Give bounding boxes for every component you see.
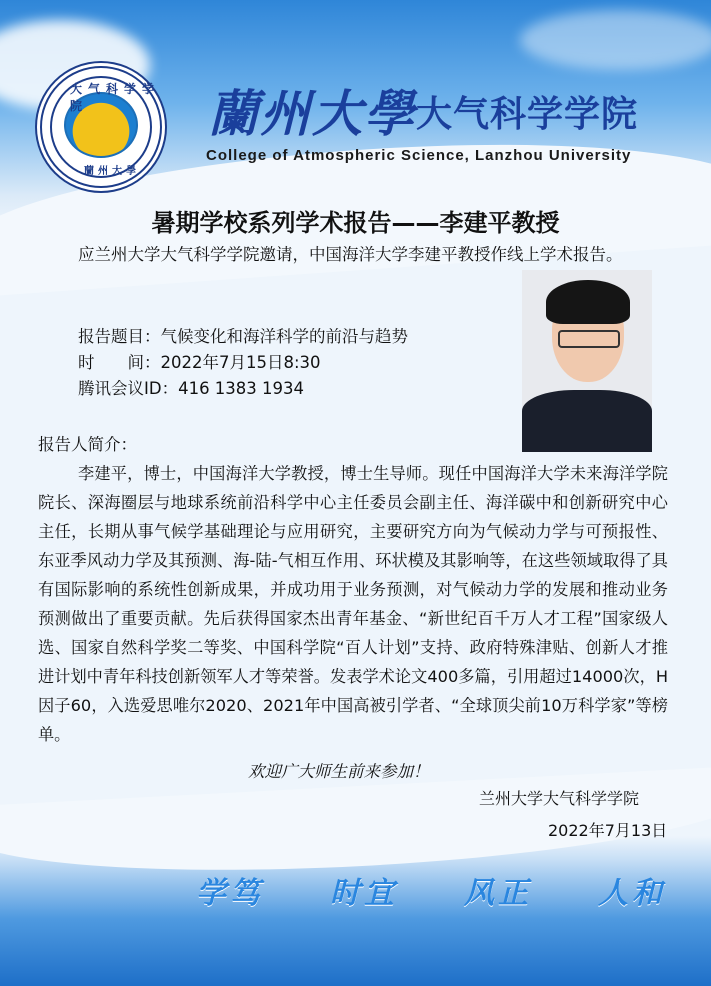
meeting-id: 腾讯会议ID：416 1383 1934: [78, 379, 305, 398]
speaker-photo: [522, 270, 652, 452]
page-title: 暑期学校系列学术报告——李建平教授: [151, 209, 560, 237]
bio-paragraph: 李建平，博士，中国海洋大学教授，博士生导师。现任中国海洋大学未来海洋学院院长、深海圈层与地球系统前沿科学中心主任委员会副主任、海洋碳中和创新研究中心主任，长期从事气候学基础理论与应用研究，主要研究方向为气候动力学与可预报性、东亚季风动力学及其预测、海-陆-气相互作用、环状模及其影响等，在这些领域取得了具有国际影响的系统性创新成果，并成功用于业务预测，对气候动力学的发展和推动业务预测做出了重要贡献。先后获得国家杰出青年基金、“新世纪百千万人才工程”国家级人选、国家自然科学奖二等奖、中国科学院“百人计划”支持、政府特殊津贴、创新人才推进计划中青年科技创新领军人才等荣誉。发表学术论文400多篇，引用超过14000次，H因子60，入选爱思唯尔2020、2021年中国高被引学者、“全球顶尖前10万科学家”等榜单。: [38, 464, 668, 744]
college-name: 大气科学学院: [416, 94, 639, 135]
photo-glasses: [558, 330, 620, 348]
motto-1: 学笃: [196, 876, 264, 911]
motto-2: 时宜: [330, 876, 398, 911]
cloud-decoration: [520, 10, 711, 70]
seal-text-bottom: 蘭州大學: [84, 166, 140, 177]
motto-3: 风正: [464, 876, 532, 911]
report-time: 时 间：2022年7月15日8:30: [78, 353, 321, 372]
college-name-english: College of Atmospheric Science, Lanzhou University: [206, 147, 632, 164]
university-seal-logo: [40, 66, 162, 188]
photo-suit: [522, 390, 652, 452]
welcome-text: 欢迎广大师生前来参加！: [248, 762, 430, 781]
signature-org: 兰州大学大气科学学院: [479, 789, 640, 808]
photo-hair: [546, 280, 630, 324]
intro-paragraph: 应兰州大学大气科学学院邀请，中国海洋大学李建平教授作线上学术报告。: [78, 245, 623, 264]
bio-heading: 报告人简介：: [38, 435, 137, 454]
university-name: 蘭州大學: [208, 84, 416, 143]
signature-date: 2022年7月13日: [548, 821, 668, 840]
report-topic: 报告题目：气候变化和海洋科学的前沿与趋势: [78, 327, 408, 346]
motto-4: 人和: [598, 876, 666, 911]
seal-text-top: 大气科学学院: [70, 82, 161, 113]
